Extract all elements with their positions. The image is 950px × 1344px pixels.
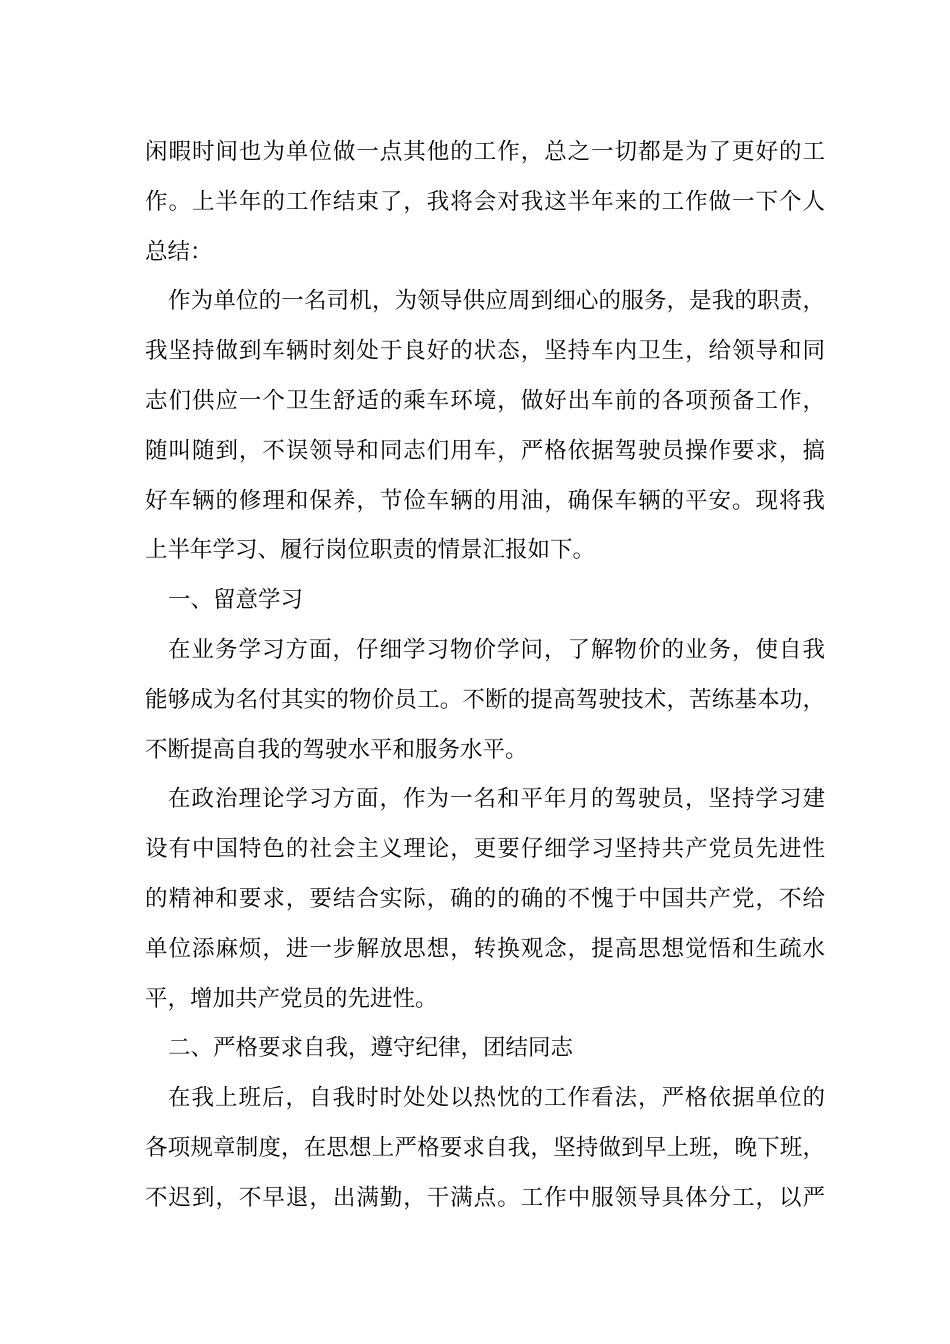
text-line: 闲暇时间也为单位做一点其他的工作，总之一切都是为了更好的工 <box>145 139 825 165</box>
text-line: 的精神和要求，要结合实际，确的的确的不愧于中国共产党，不给 <box>145 885 825 912</box>
text-line: 在业务学习方面，仔细学习物价学问，了解物价的业务，使自我 <box>168 636 825 663</box>
text-line: 能够成为名付其实的物价员工。不断的提高驾驶技术，苦练基本功， <box>145 686 825 713</box>
text-line: 设有中国特色的社会主义理论，更要仔细学习坚持共产党员先进性 <box>145 836 825 863</box>
text-line: 平，增加共产党员的先进性。 <box>145 985 438 1012</box>
text-line: 随叫随到，不误领导和同志们用车，严格依据驾驶员操作要求，搞 <box>145 437 825 464</box>
text-line: 单位添麻烦，进一步解放思想，转换观念，提高思想觉悟和生疏水 <box>145 935 825 962</box>
text-line: 在我上班后，自我时时处处以热忱的工作看法，严格依据单位的 <box>168 1085 825 1112</box>
text-line: 好车辆的修理和保养，节俭车辆的用油，确保车辆的平安。现将我 <box>145 487 825 514</box>
text-line: 总结： <box>145 238 213 265</box>
body-text <box>145 128 825 1224</box>
text-line: 不断提高自我的驾驶水平和服务水平。 <box>145 736 528 763</box>
text-line: 二、严格要求自我，遵守纪律，团结同志 <box>168 1035 574 1062</box>
text-line: 作。上半年的工作结束了，我将会对我这半年来的工作做一下个人 <box>145 188 825 215</box>
text-line: 不迟到，不早退，出满勤，干满点。工作中服领导具体分工，以严 <box>145 1184 825 1211</box>
text-line: 在政治理论学习方面，作为一名和平年月的驾驶员，坚持学习建 <box>168 786 825 813</box>
text-line: 作为单位的一名司机，为领导供应周到细心的服务，是我的职责， <box>168 288 825 315</box>
text-line: 我坚持做到车辆时刻处于良好的状态，坚持车内卫生，给领导和同 <box>145 338 825 365</box>
text-line: 各项规章制度，在思想上严格要求自我，坚持做到早上班，晚下班， <box>145 1134 825 1161</box>
text-line: 一、留意学习 <box>168 587 304 614</box>
text-line: 志们供应一个卫生舒适的乘车环境，做好出车前的各项预备工作， <box>145 387 825 414</box>
text-line: 上半年学习、履行岗位职责的情景汇报如下。 <box>145 537 596 564</box>
